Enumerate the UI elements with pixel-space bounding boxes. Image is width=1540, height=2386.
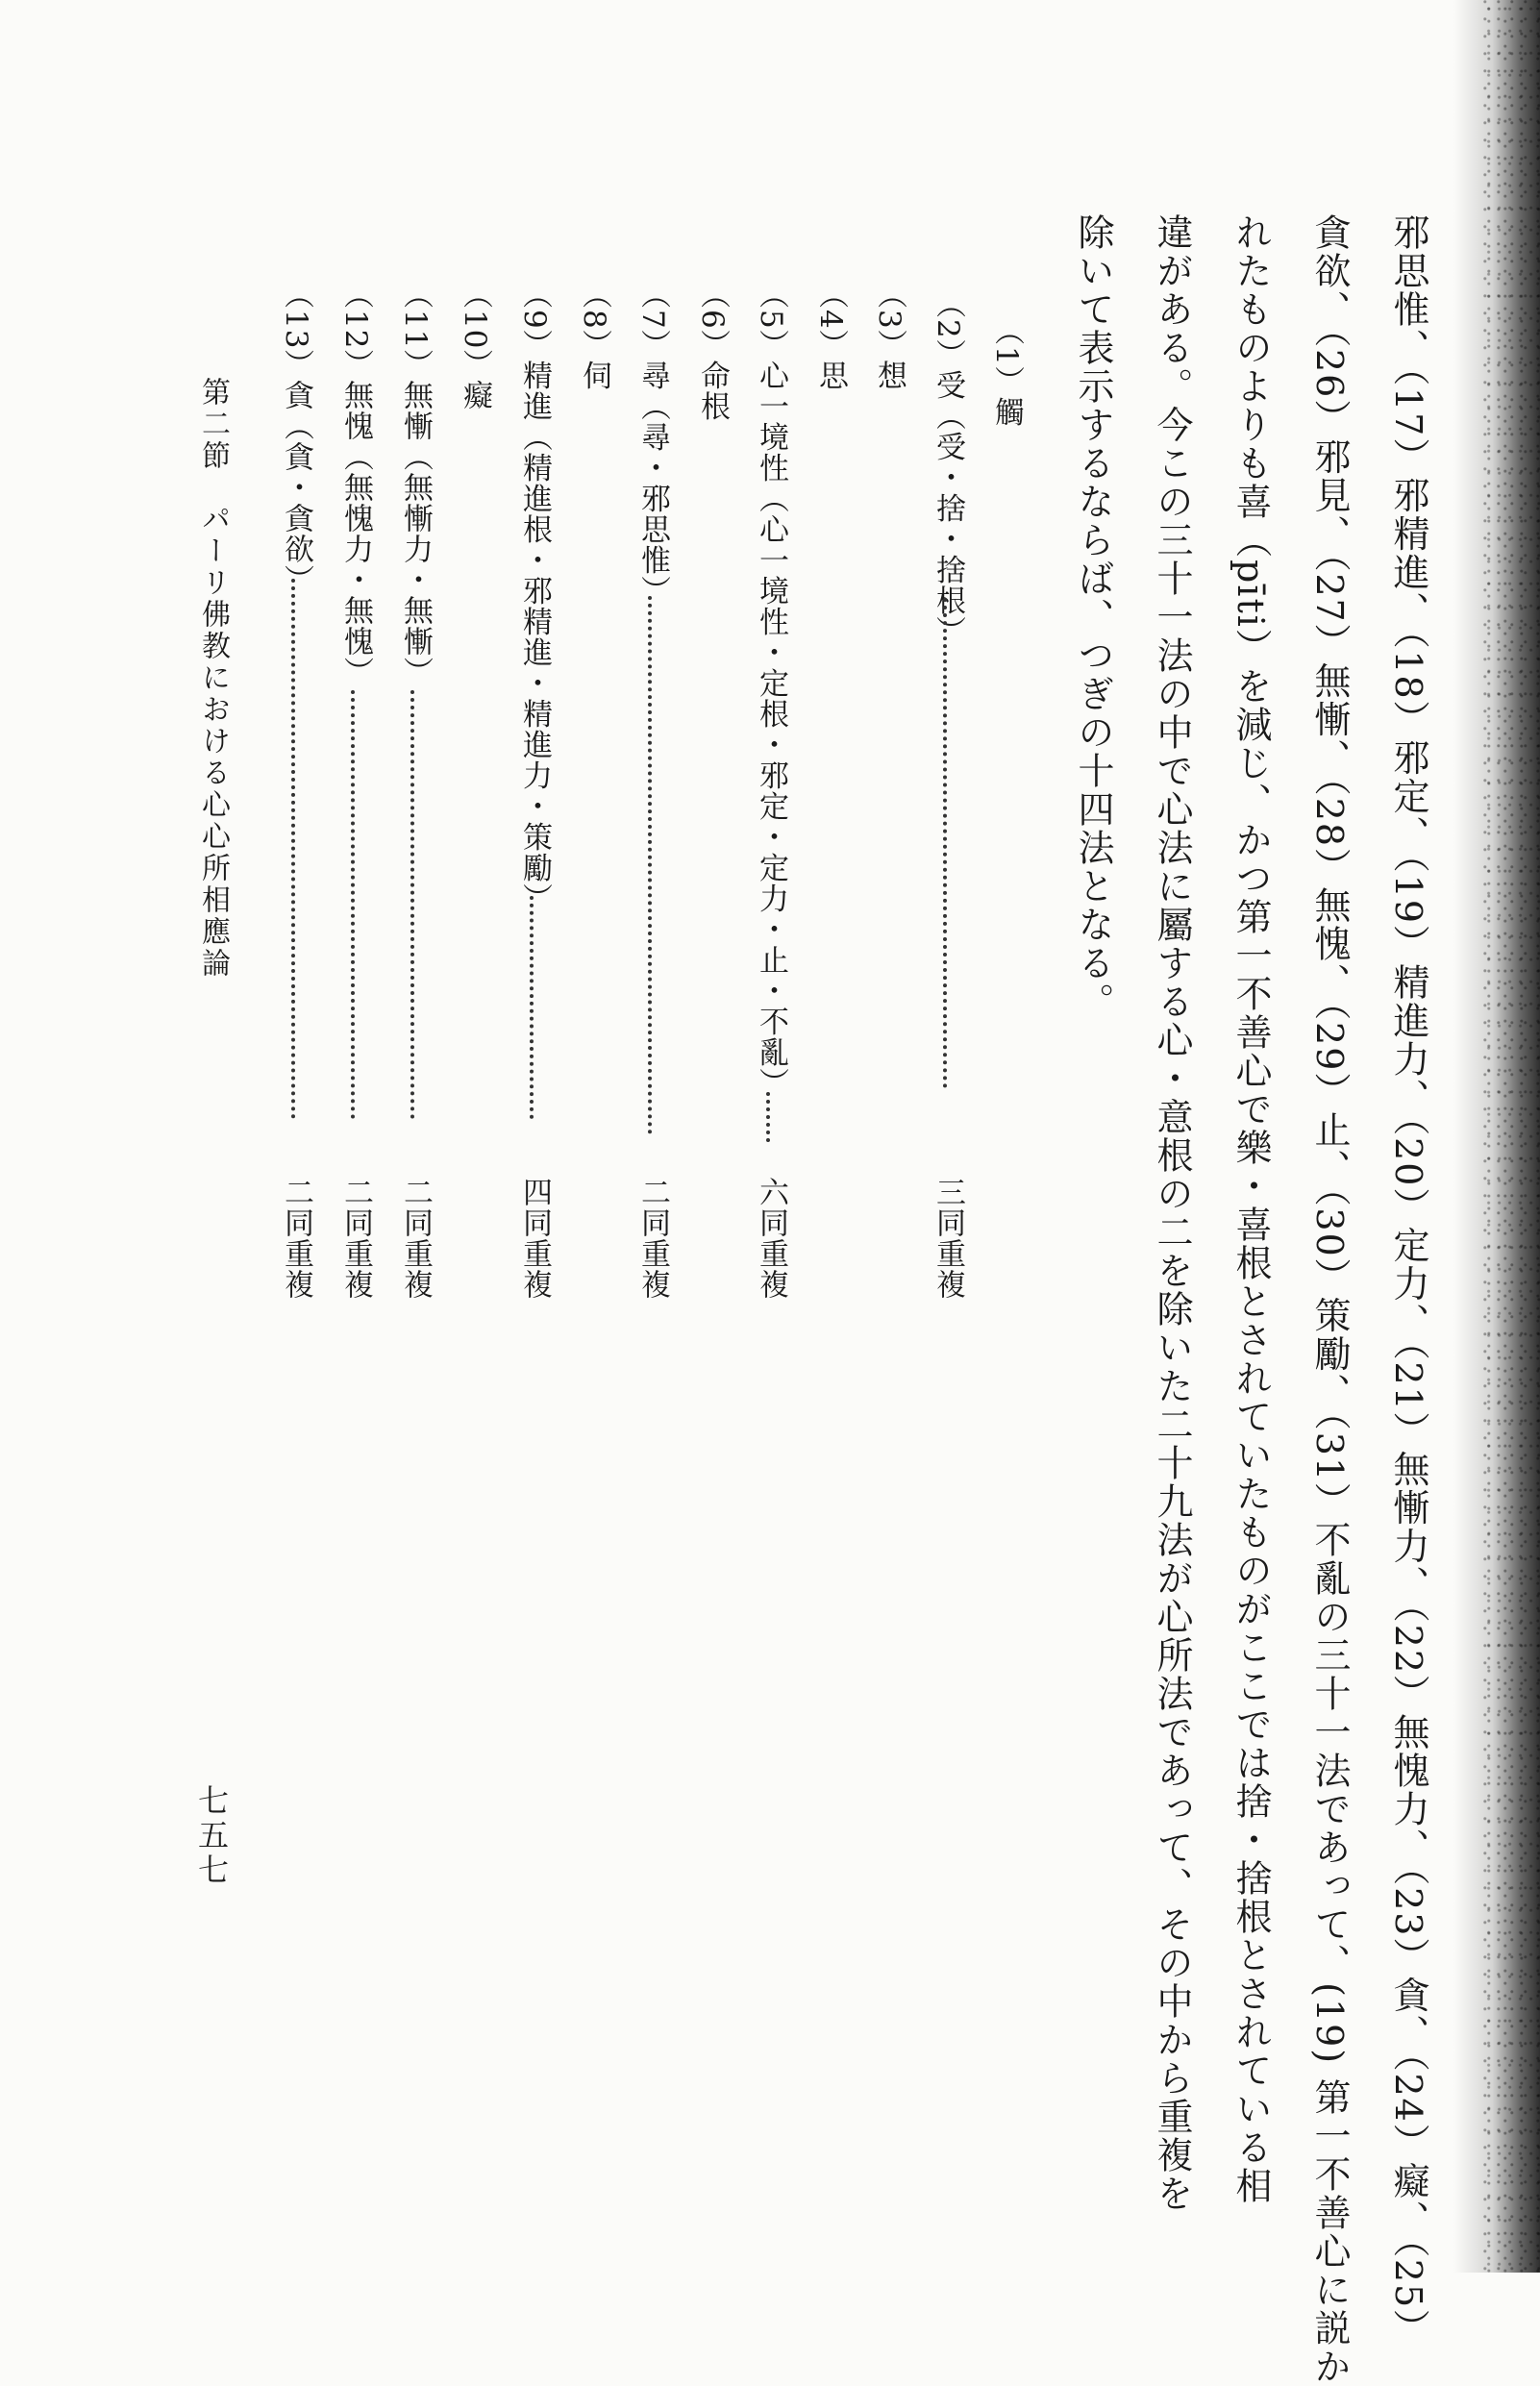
list-item-4 — [810, 279, 848, 1298]
list-item-9 — [514, 279, 552, 1307]
leader-dots — [943, 598, 947, 1088]
list-item-label: （1）觸 — [989, 315, 1024, 428]
list-item-label: （11）無慚（無慚力・無慚） — [398, 279, 433, 688]
list-item-label: （5）心一境性（心一境性・定根・邪定・定力・止・不亂） — [754, 279, 788, 1099]
list-item-count: 二同重複 — [398, 1177, 433, 1300]
list-item-8 — [574, 279, 609, 1298]
list-item-label: （10）癡 — [458, 279, 492, 411]
list-item-2 — [928, 288, 965, 1307]
list-item-11 — [395, 279, 433, 1307]
list-item-count: 二同重複 — [279, 1177, 313, 1300]
list-item-count: 二同重複 — [338, 1177, 373, 1300]
page-number: 七五七 — [193, 1784, 230, 1888]
list-item-10 — [455, 279, 492, 1298]
list-item-label: （6）命根 — [695, 279, 730, 422]
body-column-1: 邪思惟、（17）邪精進、（18）邪定、（19）精進力、（20）定力、（21）無慚力、（22）無愧力、（23）貪、（24）癡、（25） — [1387, 213, 1429, 2349]
list-item-label: （7）尋（尋・邪思惟） — [635, 279, 670, 607]
list-item-label: （12）無愧（無愧力・無愧） — [338, 279, 373, 688]
scan-edge-speckle — [1482, 0, 1540, 2273]
list-item-label: （8）伺 — [577, 279, 611, 391]
leader-dots — [530, 896, 534, 1119]
list-item-3 — [869, 279, 907, 1298]
leader-dots — [766, 1092, 770, 1142]
leader-dots — [291, 579, 295, 1119]
list-item-1 — [986, 315, 1024, 1315]
list-item-13 — [276, 279, 313, 1307]
running-section-title: 第二節 パーリ佛教における心心所相應論 — [196, 377, 230, 980]
body-column-3: れたものよりも喜（pīti）を減じ、かつ第一不善心で樂・喜根とされていたものがここでは捨・捨根とされている相 — [1230, 213, 1272, 2205]
body-column-4: 違がある。今この三十一法の中で心法に屬する心・意根の二を除いた二十九法が心所法であって、その中から重複を — [1151, 213, 1193, 2213]
body-column-2: 貪欲、（26）邪見、（27）無慚、（28）無愧、（29）止、（30）策勵、（31）不亂の三十一法であって、(19) 第一不善心に説か — [1308, 213, 1351, 2386]
list-item-count: 四同重複 — [517, 1177, 552, 1300]
leader-dots — [410, 690, 414, 1119]
list-item-count: 三同重複 — [931, 1177, 965, 1300]
list-item-count: 二同重複 — [635, 1177, 670, 1300]
list-item-label: （13）貪（貪・貪欲） — [279, 279, 313, 596]
list-item-label: （2）受（受・捨・捨根） — [931, 288, 965, 647]
list-item-7 — [633, 279, 670, 1307]
list-item-label: （9）精進（精進根・邪精進・精進力・策勵） — [517, 279, 552, 914]
list-item-5 — [751, 279, 788, 1307]
leader-dots — [648, 596, 652, 1134]
list-item-count: 六同重複 — [754, 1177, 788, 1300]
list-item-label: （4）思 — [813, 279, 848, 391]
body-column-5: 除いて表示するならば、つぎの十四法となる。 — [1072, 213, 1114, 1021]
leader-dots — [351, 690, 355, 1119]
list-item-6 — [692, 279, 730, 1298]
list-item-label: （3）想 — [872, 279, 907, 391]
list-item-12 — [335, 279, 373, 1307]
